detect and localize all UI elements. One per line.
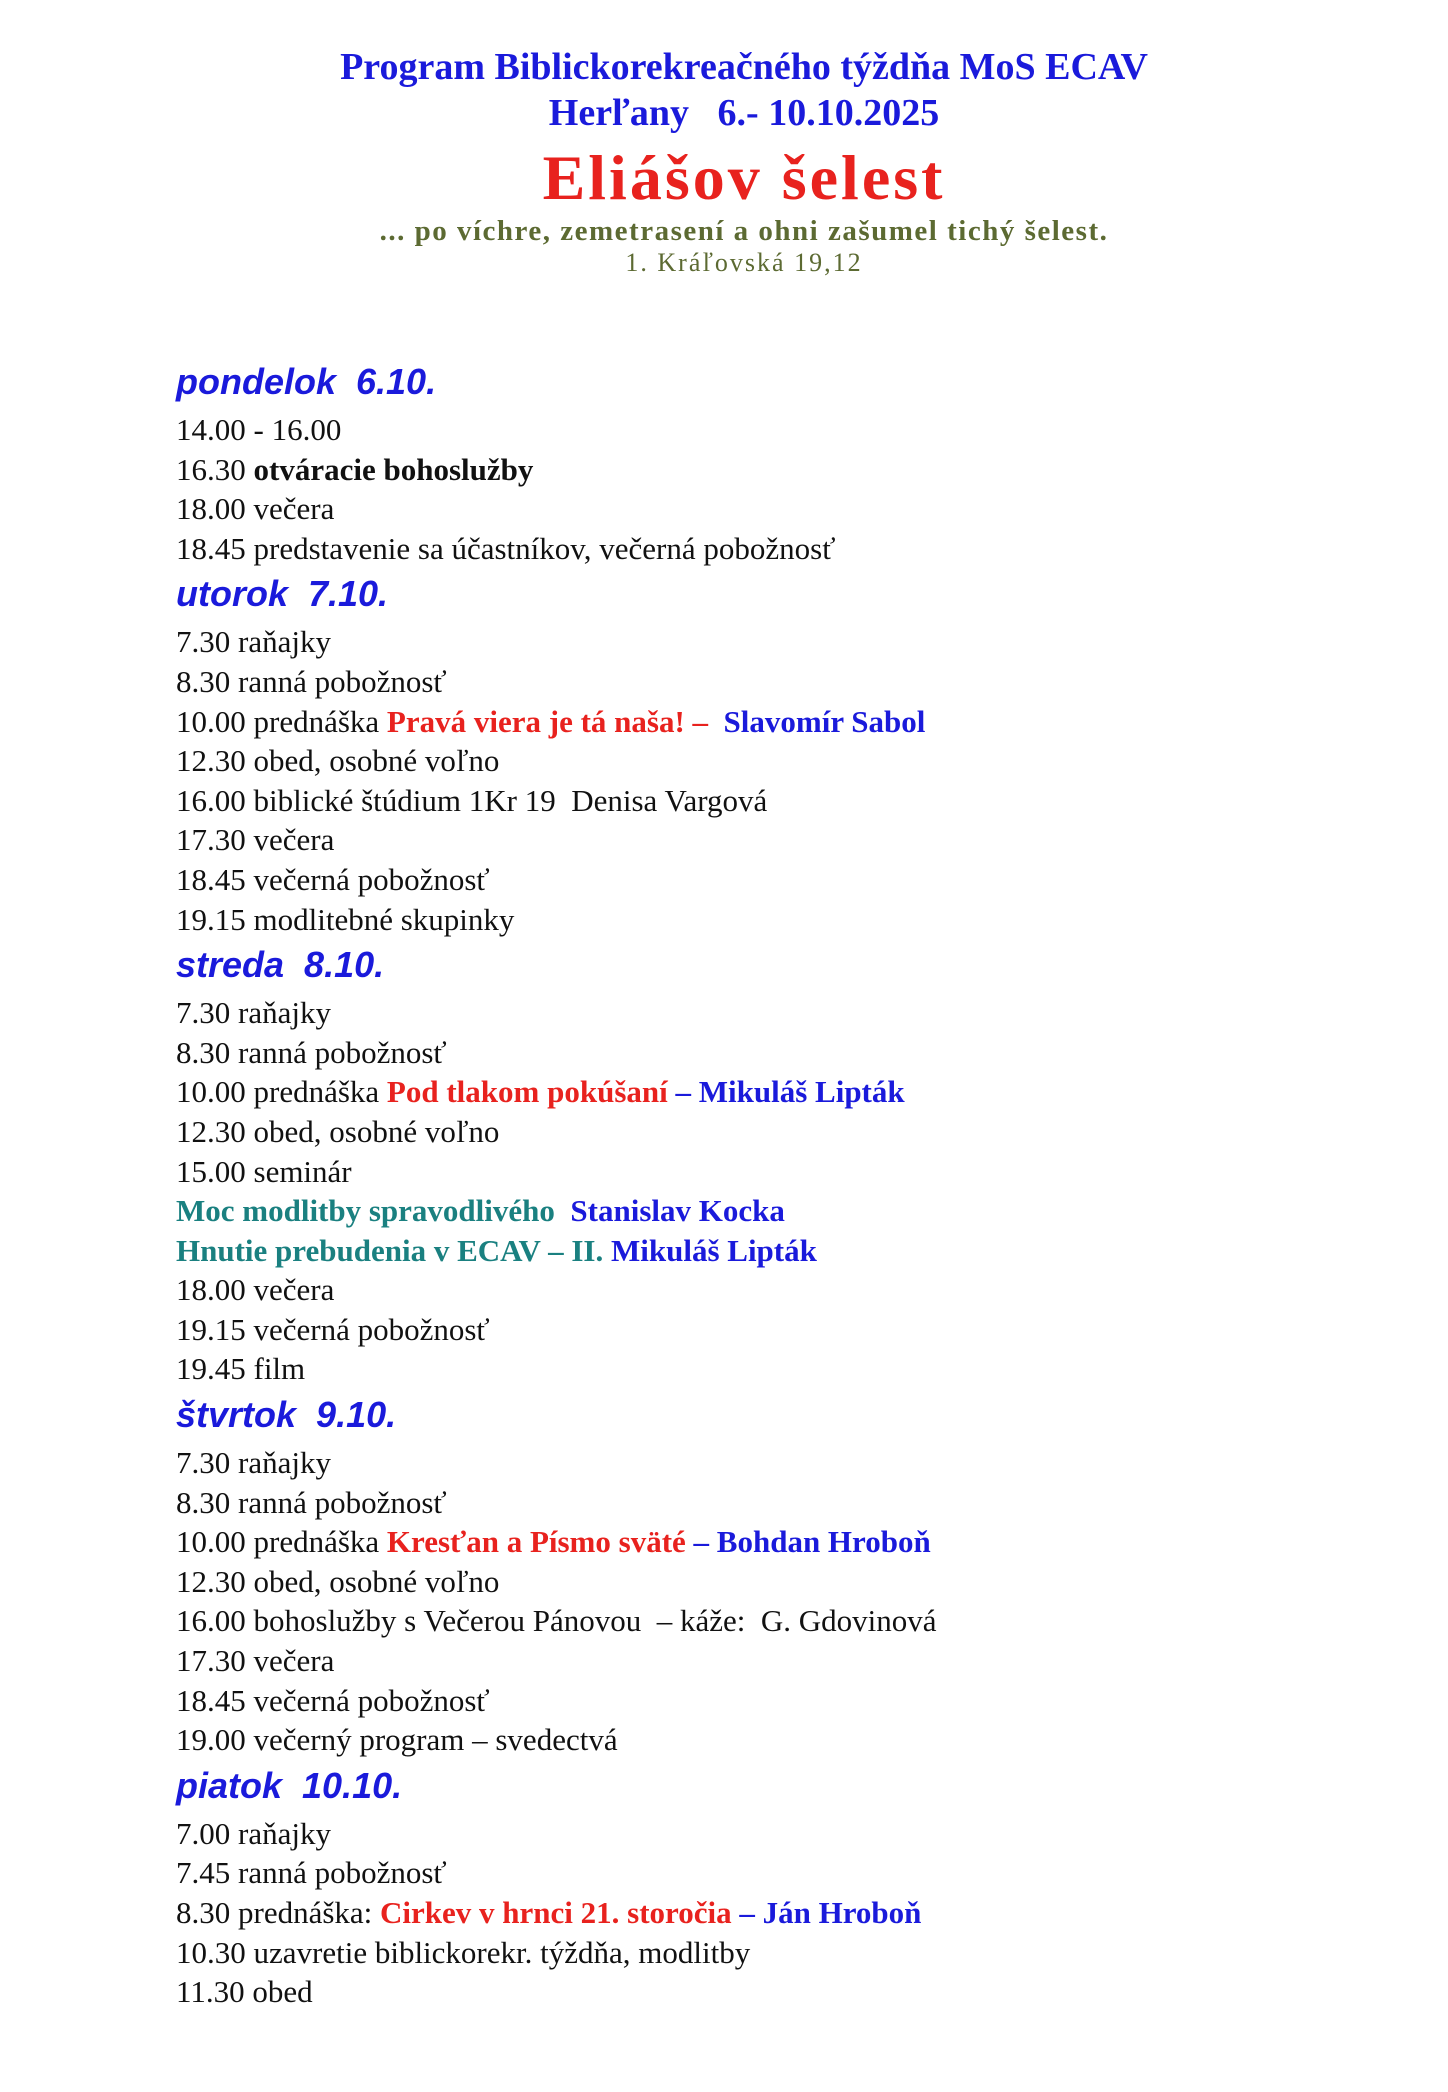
schedule-row bbox=[176, 860, 1376, 900]
schedule-row bbox=[176, 1270, 1376, 1310]
row-time: 8.30 bbox=[176, 1484, 231, 1520]
row-time: 12.30 bbox=[176, 1113, 246, 1149]
bible-verse-reference: 1. Kráľovská 19,12 bbox=[625, 248, 863, 277]
row-text: prednáška bbox=[253, 703, 380, 739]
schedule-row bbox=[176, 1853, 1376, 1893]
lecture-topic: Cirkev v hrnci 21. storočia bbox=[380, 1895, 732, 1930]
schedule-row bbox=[176, 1562, 1376, 1602]
row-time: 10.00 bbox=[176, 1524, 246, 1560]
place-and-date: Herľany 6.- 10.10.2025 bbox=[548, 92, 940, 134]
row-text: biblické štúdium 1Kr 19 Denisa Vargová bbox=[253, 782, 768, 818]
schedule-row bbox=[176, 900, 1376, 940]
row-text: raňajky bbox=[238, 1445, 331, 1481]
row-time: 18.00 bbox=[176, 1272, 246, 1308]
row-text: obed, osobné voľno bbox=[253, 1113, 500, 1149]
main-title: Eliášov šelest bbox=[542, 142, 946, 213]
row-text: prednáška bbox=[253, 1074, 380, 1110]
row-text: ranná pobožnosť bbox=[238, 1855, 447, 1891]
row-time: 19.45 bbox=[176, 1351, 246, 1387]
row-time: 17.30 bbox=[176, 1643, 246, 1679]
row-time: 10.00 bbox=[176, 1074, 246, 1110]
row-time: 8.30 bbox=[176, 1034, 231, 1070]
row-time: 8.30 bbox=[176, 663, 231, 699]
lecture-topic: Kresťan a Písmo sväté bbox=[386, 1524, 686, 1560]
row-text: obed bbox=[252, 1974, 313, 2010]
row-text: obed, osobné voľno bbox=[253, 743, 500, 779]
schedule-row bbox=[176, 1601, 1376, 1641]
schedule-row bbox=[176, 1720, 1376, 1760]
schedule-row bbox=[176, 1072, 1376, 1112]
schedule-row bbox=[176, 993, 1376, 1033]
row-text: večera bbox=[253, 1272, 335, 1308]
row-time: 10.00 bbox=[176, 703, 246, 739]
row-time: 19.15 bbox=[176, 901, 246, 937]
seminar-topic: Hnutie prebudenia v ECAV – II. bbox=[176, 1232, 604, 1268]
seminar-row bbox=[176, 1191, 1376, 1231]
row-text: otváracie bohoslužby bbox=[253, 451, 534, 487]
day-heading-thursday: štvrtok 9.10. bbox=[176, 1394, 397, 1436]
schedule-row bbox=[176, 1893, 1376, 1933]
day-heading-wednesday: streda 8.10. bbox=[176, 944, 385, 986]
seminar-topic: Moc modlitby spravodlivého bbox=[176, 1193, 555, 1229]
seminar-speaker: Stanislav Kocka bbox=[570, 1193, 785, 1229]
row-text: modlitebné skupinky bbox=[253, 901, 515, 937]
header bbox=[40, 44, 1448, 278]
schedule-row bbox=[176, 781, 1376, 821]
schedule-row bbox=[176, 1033, 1376, 1073]
schedule-row bbox=[176, 529, 1376, 569]
row-time: 7.30 bbox=[176, 624, 231, 660]
schedule-row bbox=[176, 741, 1376, 781]
lecture-speaker: – Bohdan Hroboň bbox=[693, 1524, 931, 1560]
schedule-row bbox=[176, 1310, 1376, 1350]
row-text: raňajky bbox=[238, 1815, 331, 1851]
row-text: prednáška: bbox=[238, 1895, 381, 1930]
row-text: večera bbox=[253, 822, 335, 858]
row-text: raňajky bbox=[238, 624, 331, 660]
row-time: 19.15 bbox=[176, 1311, 246, 1347]
seminar-speaker: Mikuláš Lipták bbox=[610, 1232, 817, 1268]
schedule-row bbox=[176, 1152, 1376, 1192]
day-heading-friday: piatok 10.10. bbox=[176, 1764, 403, 1806]
row-time: 16.00 bbox=[176, 1603, 246, 1639]
row-time: 18.45 bbox=[176, 1682, 246, 1718]
lecture-speaker: – Mikuláš Lipták bbox=[675, 1074, 905, 1110]
row-time: 7.30 bbox=[176, 995, 231, 1031]
row-text: večerná pobožnosť bbox=[253, 1682, 490, 1718]
row-time: 11.30 bbox=[176, 1974, 245, 2010]
schedule-row bbox=[176, 489, 1376, 529]
row-text: večerný program – svedectvá bbox=[253, 1722, 618, 1758]
row-time: 19.00 bbox=[176, 1722, 246, 1758]
row-time: 12.30 bbox=[176, 743, 246, 779]
row-time: 7.45 bbox=[176, 1855, 231, 1891]
lecture-speaker: Slavomír Sabol bbox=[723, 703, 926, 739]
schedule-row bbox=[176, 1972, 1376, 2012]
schedule-row bbox=[176, 1933, 1376, 1973]
row-time: 8.30 bbox=[176, 1895, 231, 1930]
schedule-row bbox=[176, 622, 1376, 662]
row-time: 16.00 bbox=[176, 782, 246, 818]
row-text: predstavenie sa účastníkov, večerná pobožnosť bbox=[253, 530, 836, 566]
row-text: ranná pobožnosť bbox=[238, 1034, 447, 1070]
schedule-row bbox=[176, 1483, 1376, 1523]
row-text: večerná pobožnosť bbox=[253, 1311, 490, 1347]
row-text: večera bbox=[253, 491, 335, 527]
row-time: 12.30 bbox=[176, 1563, 246, 1599]
day-heading-monday: pondelok 6.10. bbox=[176, 361, 437, 402]
row-time: 17.30 bbox=[176, 822, 246, 858]
row-time: 7.30 bbox=[176, 1445, 231, 1481]
schedule-row bbox=[176, 662, 1376, 702]
row-text: film bbox=[253, 1351, 306, 1387]
schedule-row bbox=[176, 410, 1376, 450]
row-time: 15.00 bbox=[176, 1153, 246, 1189]
schedule-row bbox=[176, 1681, 1376, 1721]
row-text: seminár bbox=[253, 1153, 352, 1189]
row-time: 14.00 - 16.00 bbox=[176, 412, 342, 447]
day-heading-tuesday: utorok 7.10. bbox=[176, 573, 389, 615]
schedule-row bbox=[176, 702, 1376, 742]
row-time: 18.45 bbox=[176, 861, 246, 897]
schedule-row bbox=[176, 820, 1376, 860]
row-text: večera bbox=[253, 1643, 335, 1679]
schedule-row bbox=[176, 1814, 1376, 1854]
schedule-row bbox=[176, 1349, 1376, 1389]
row-time: 18.00 bbox=[176, 491, 246, 527]
program-page bbox=[0, 44, 1448, 2092]
lecture-topic: Pravá viera je tá naša! – bbox=[386, 703, 709, 739]
schedule-row bbox=[176, 450, 1376, 490]
row-time: 18.45 bbox=[176, 530, 246, 566]
schedule-row bbox=[176, 1112, 1376, 1152]
row-text: raňajky bbox=[238, 995, 331, 1031]
row-time: 16.30 bbox=[176, 451, 246, 487]
row-text: ranná pobožnosť bbox=[238, 1484, 447, 1520]
row-time: 7.00 bbox=[176, 1815, 231, 1851]
program-schedule bbox=[176, 356, 1376, 2012]
lecture-topic: Pod tlakom pokúšaní bbox=[386, 1074, 668, 1110]
row-text: obed, osobné voľno bbox=[253, 1563, 500, 1599]
program-title: Program Biblickorekreačného týždňa MoS ECAV bbox=[340, 46, 1148, 88]
schedule-row bbox=[176, 1443, 1376, 1483]
row-text: prednáška bbox=[253, 1524, 380, 1560]
schedule-row bbox=[176, 1641, 1376, 1681]
row-time: 10.30 bbox=[176, 1934, 246, 1970]
row-text: večerná pobožnosť bbox=[253, 861, 490, 897]
motto: ... po víchre, zemetrasení a ohni zašumel tichý šelest. bbox=[379, 215, 1109, 247]
seminar-row bbox=[176, 1231, 1376, 1271]
schedule-row bbox=[176, 1522, 1376, 1562]
row-text: bohoslužby s Večerou Pánovou – káže: G. Gdovinová bbox=[253, 1603, 937, 1639]
lecture-speaker: – Ján Hroboň bbox=[731, 1895, 922, 1930]
row-text: uzavretie biblickorekr. týždňa, modlitby bbox=[253, 1934, 751, 1970]
row-text: ranná pobožnosť bbox=[238, 663, 447, 699]
